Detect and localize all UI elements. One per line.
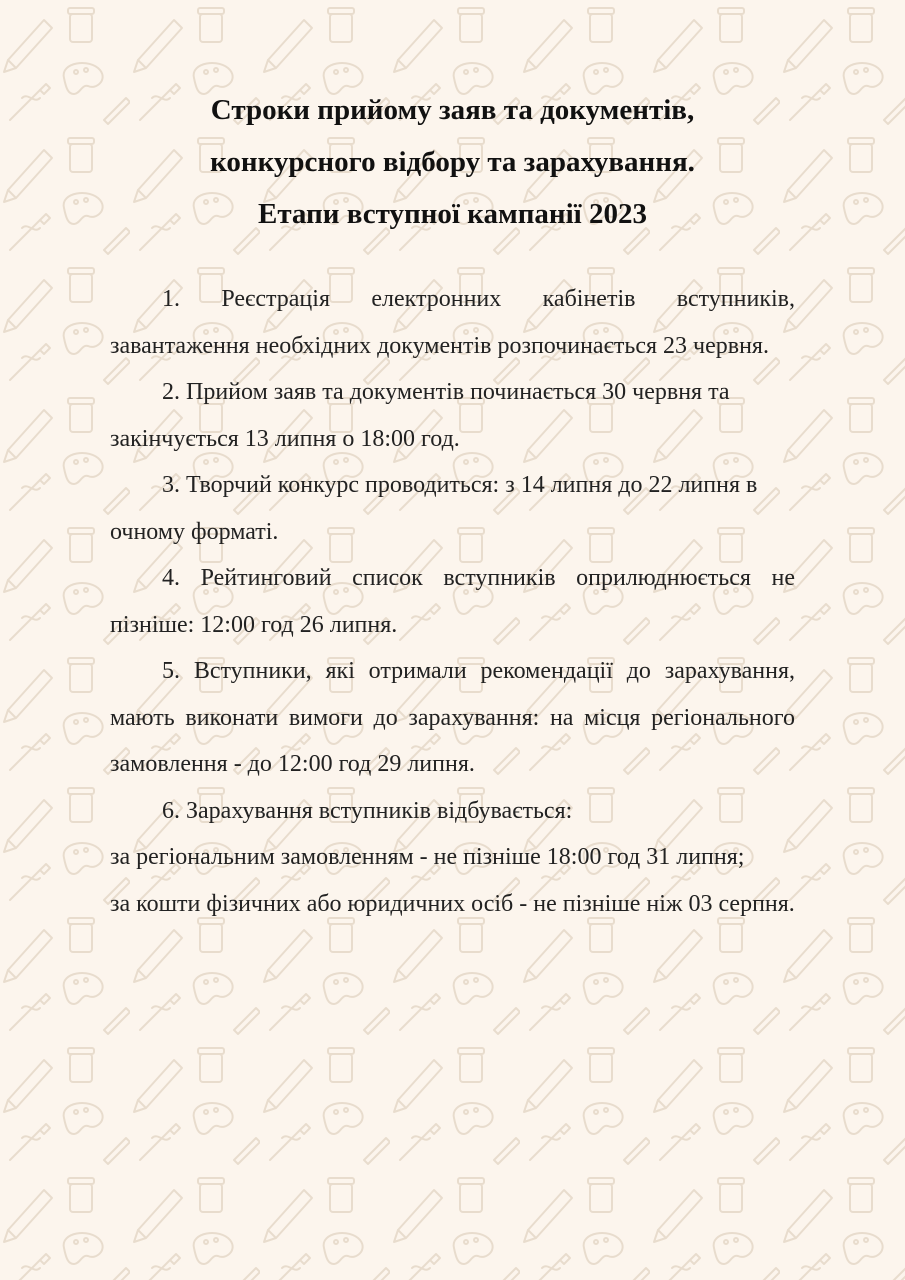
- title-line-3: Етапи вступної кампанії 2023: [257, 198, 647, 230]
- schedule-item-2: 2. Прийом заяв та документів починається 30 червня та закінчується 13 липня о 18:00 год.: [110, 379, 730, 452]
- schedule-item-6: 6. Зарахування вступників відбувається:: [162, 797, 573, 824]
- schedule-item-4: 4. Рейтинговий список вступників оприлюднюється не пізніше: 12:00 год 26 липня.: [110, 565, 795, 638]
- schedule-item-5: 5. Вступники, які отримали рекомендації до зарахування, мають виконати вимоги до зарахування: на місця регіонального замовлення - до 12:00 год 29 липня.: [110, 658, 795, 777]
- title-line-2: конкурсного відбору та зарахування.: [210, 146, 695, 178]
- schedule-item-3: 3. Творчий конкурс проводиться: з 14 липня до 22 липня в очному форматі.: [110, 472, 758, 545]
- schedule-item-6-regional: за регіональним замовленням - не пізніше 18:00 год 31 липня;: [110, 844, 745, 870]
- schedule-item-6-paid: за кошти фізичних або юридичних осіб - не пізніше ніж 03 серпня.: [110, 890, 795, 917]
- schedule-item-1: 1. Реєстрація електронних кабінетів вступників, завантаження необхідних документів розпочинається 23 червня.: [110, 286, 795, 359]
- page-title: [0, 84, 905, 240]
- title-line-1: Строки прийому заяв та документів,: [210, 94, 695, 126]
- admission-schedule: [110, 276, 795, 927]
